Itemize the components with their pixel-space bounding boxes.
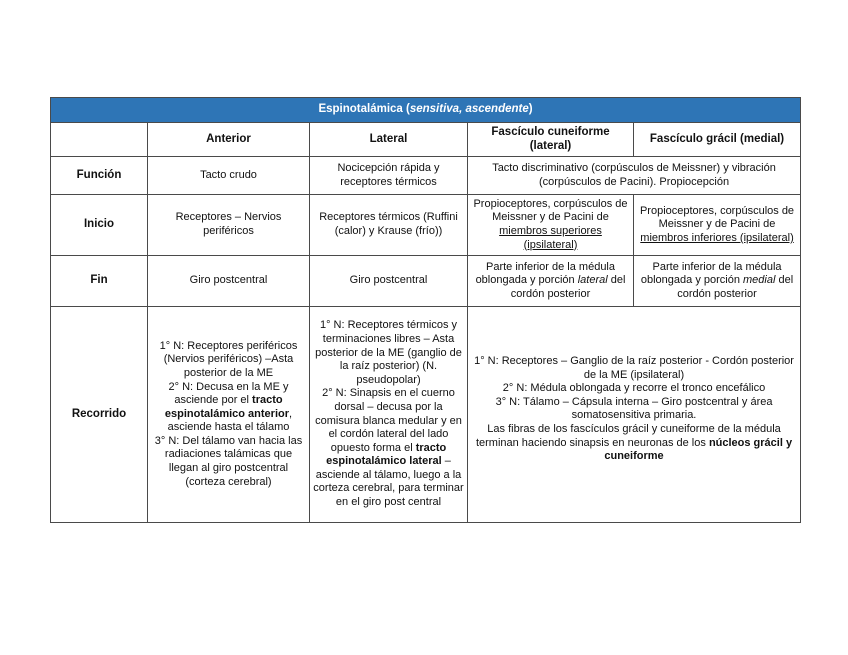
funcion-anterior: Tacto crudo — [148, 157, 310, 195]
inicio-gracil-text: Propioceptores, corpúsculos de Meissner y de Pacini de — [639, 204, 795, 231]
recorrido-lateral-2 — [313, 387, 464, 509]
funcion-lateral: Nocicepción rápida y receptores térmicos — [310, 157, 468, 195]
fin-gracil-text: Parte inferior de la médula oblongada y porción — [640, 260, 782, 287]
recorrido-anterior — [148, 307, 310, 523]
title-close: ) — [528, 103, 533, 116]
header-empty-cell — [51, 123, 148, 157]
header-lateral: Lateral — [310, 123, 468, 157]
recorrido-dorsal — [468, 307, 801, 523]
recorrido-anterior-2a: 2° N: Decusa en la ME y asciende por el — [168, 380, 289, 407]
row-label-fin: Fin — [51, 256, 148, 307]
recorrido-dorsal-4 — [471, 423, 797, 464]
header-anterior: Anterior — [148, 123, 310, 157]
fin-cuneiforme-text: Parte inferior de la médula oblongada y porción — [475, 260, 615, 287]
title-main: Espinotalámica ( — [318, 103, 410, 116]
inicio-cuneiforme-text: Propioceptores, corpúsculos de Meissner y de Pacini de — [473, 197, 628, 224]
recorrido-anterior-3: 3° N: Del tálamo van hacia las radiaciones talámicas que llegan al giro postcentral (corteza cerebral) — [154, 434, 303, 488]
recorrido-dorsal-4-bold: núcleos grácil y cuneiforme — [604, 436, 793, 463]
fin-cuneiforme-post: del cordón posterior — [510, 274, 626, 300]
recorrido-dorsal-1: 1° N: Receptores – Ganglio de la raíz posterior - Cordón posterior de la ME (ipsilateral) — [474, 355, 794, 381]
recorrido-lateral — [310, 307, 468, 523]
recorrido-anterior-2-bold: tracto espinotalámico anterior — [164, 394, 290, 420]
recorrido-anterior-1: 1° N: Receptores periféricos (Nervios periféricos) –Asta posterior de la ME — [159, 339, 298, 379]
row-label-funcion: Función — [51, 157, 148, 195]
recorrido-lateral-2a: 2° N: Sinapsis en el cuerno dorsal – decusa por la comisura blanca medular y en el cordón lateral del lado opuesto forma el — [315, 387, 462, 454]
recorrido-lateral-1: 1° N: Receptores térmicos y terminaciones libres – Asta posterior de la ME (ganglio de la raíz posterior) (N. pseudopolar) — [315, 319, 462, 386]
espinotalamica-table — [50, 97, 801, 523]
row-label-recorrido: Recorrido — [51, 307, 148, 523]
header-cuneiforme: Fascículo cuneiforme (lateral) — [468, 123, 634, 157]
recorrido-lateral-2-bold: tracto espinotalámico lateral — [326, 441, 447, 468]
fin-gracil-italic: medial — [743, 274, 776, 287]
recorrido-anterior-2c: , asciende hasta el tálamo — [167, 407, 293, 434]
funcion-dorsal: Tacto discriminativo (corpúsculos de Meissner) y vibración (corpúsculos de Pacini). Propiocepción — [468, 157, 801, 195]
fin-lateral: Giro postcentral — [310, 256, 468, 307]
title-italic: sensitiva, ascendente — [409, 103, 529, 116]
inicio-gracil — [634, 195, 801, 256]
recorrido-dorsal-2: 2° N: Médula oblongada y recorre el tronco encefálico — [502, 382, 766, 395]
fin-anterior: Giro postcentral — [148, 256, 310, 307]
table-title — [51, 98, 801, 123]
fin-cuneiforme — [468, 256, 634, 307]
recorrido-dorsal-3: 3° N: Tálamo – Cápsula interna – Giro postcentral y área somatosensitiva primaria. — [495, 395, 773, 422]
inicio-anterior: Receptores – Nervios periféricos — [148, 195, 310, 256]
fin-gracil — [634, 256, 801, 307]
row-label-inicio: Inicio — [51, 195, 148, 256]
fin-cuneiforme-italic: lateral — [577, 274, 608, 287]
inicio-cuneiforme-underline: miembros superiores (ipsilateral) — [499, 225, 602, 251]
recorrido-dorsal-4a: Las fibras de los fascículos grácil y cuneiforme de la médula terminan haciendo sinapsis en neuronas de los — [475, 422, 781, 449]
fin-gracil-post: del cordón posterior — [677, 274, 794, 300]
recorrido-lateral-2c: – asciende al tálamo, luego a la corteza cerebral, para terminar en el giro post central — [313, 455, 464, 509]
inicio-gracil-underline: miembros inferiores (ipsilateral) — [640, 231, 794, 244]
header-gracil: Fascículo grácil (medial) — [634, 123, 801, 157]
inicio-cuneiforme — [468, 195, 634, 256]
recorrido-anterior-2 — [151, 381, 306, 435]
inicio-lateral: Receptores térmicos (Ruffini (calor) y Krause (frío)) — [310, 195, 468, 256]
